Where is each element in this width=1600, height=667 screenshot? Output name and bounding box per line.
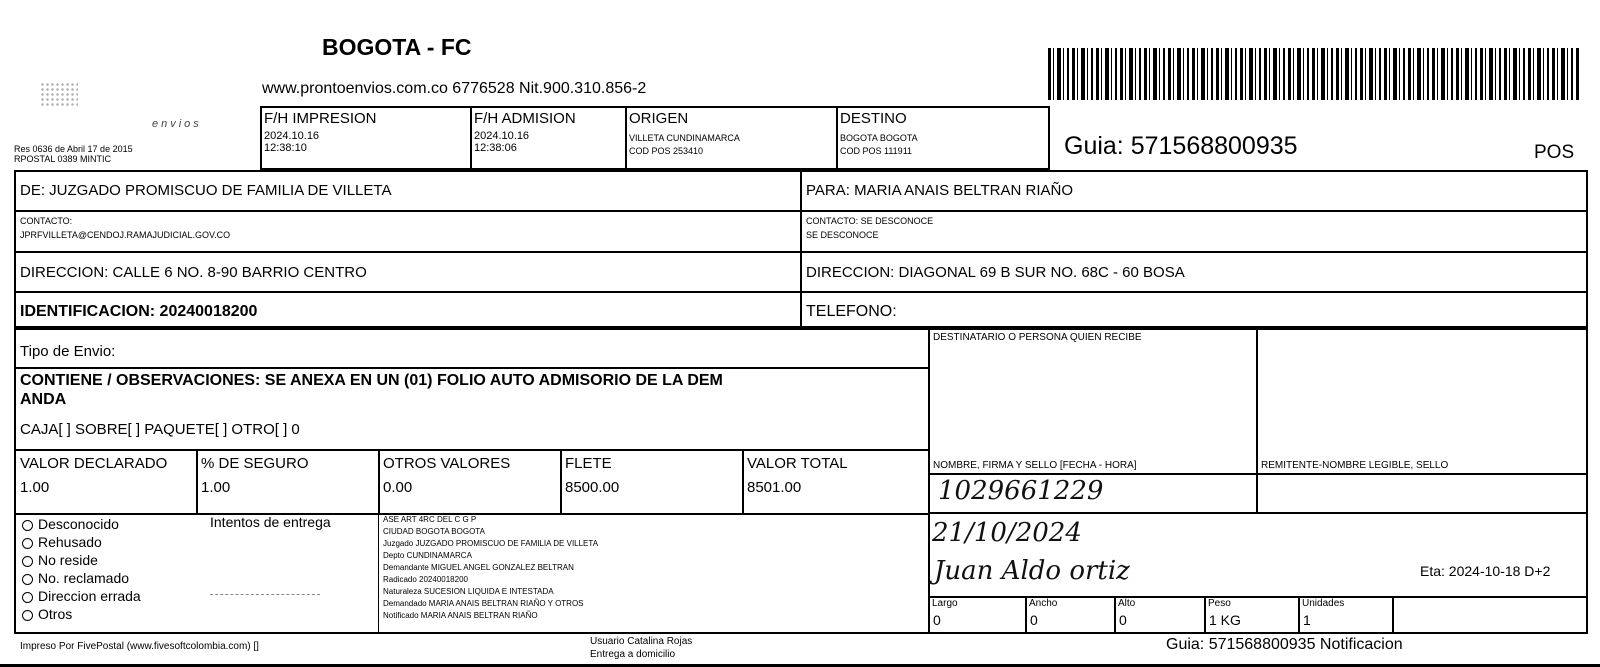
note-line: ASE ART 4RC DEL C G P bbox=[383, 515, 477, 524]
peso-label: Peso bbox=[1208, 598, 1231, 609]
admision-time: 12:38:06 bbox=[474, 142, 517, 154]
valor-total-value: 8501.00 bbox=[747, 479, 802, 496]
largo-label: Largo bbox=[932, 598, 958, 609]
note-line: CIUDAD BOGOTA BOGOTA bbox=[383, 527, 485, 536]
unidades-value: 1 bbox=[1303, 612, 1311, 628]
peso-value: 1 KG bbox=[1209, 612, 1241, 628]
intentos-line bbox=[210, 594, 320, 595]
destino-line-1: BOGOTA BOGOTA bbox=[840, 133, 918, 143]
nombre-firma-label: NOMBRE, FIRMA Y SELLO [FECHA - HORA] bbox=[933, 460, 1137, 471]
eta-label: Eta: 2024-10-18 D+2 bbox=[1420, 563, 1551, 579]
impresion-label: F/H IMPRESION bbox=[264, 110, 377, 127]
note-line: Demandado MARIA ANAIS BELTRAN RIAÑO Y OTROS bbox=[383, 599, 584, 608]
alto-label: Alto bbox=[1118, 598, 1136, 609]
note-line: Demandante MIGUEL ANGEL GONZALEZ BELTRAN bbox=[383, 563, 574, 572]
sender-de: DE: JUZGADO PROMISCUO DE FAMILIA DE VILLETA bbox=[20, 182, 392, 199]
admision-date: 2024.10.16 bbox=[474, 130, 530, 142]
website-line: www.prontoenvios.com.co 6776528 Nit.900.310.856-2 bbox=[262, 80, 647, 97]
ancho-value: 0 bbox=[1030, 612, 1038, 628]
reason-item: No reside bbox=[22, 553, 98, 568]
note-line: Naturaleza SUCESION LIQUIDA E INTESTADA bbox=[383, 587, 554, 596]
recipient-telefono: TELEFONO: bbox=[806, 303, 897, 320]
seguro-label: % DE SEGURO bbox=[201, 455, 309, 472]
sender-identificacion: IDENTIFICACION: 20240018200 bbox=[20, 303, 258, 320]
sender-direccion: DIRECCION: CALLE 6 NO. 8-90 BARRIO CENTRO bbox=[20, 264, 367, 281]
radio-icon[interactable] bbox=[22, 592, 33, 603]
radio-icon[interactable] bbox=[22, 556, 33, 567]
contenido-line-1: CONTIENE / OBSERVACIONES: SE ANEXA EN UN (01) FOLIO AUTO ADMISORIO DE LA DEM bbox=[20, 372, 723, 389]
barcode bbox=[1048, 48, 1580, 100]
radio-icon[interactable] bbox=[22, 574, 33, 585]
res-line-2: RPOSTAL 0389 MINTIC bbox=[14, 154, 112, 164]
reason-item: Rehusado bbox=[22, 535, 102, 550]
handwritten-name: Juan Aldo ortiz bbox=[934, 556, 1130, 586]
footer-guia: Guia: 571568800935 Notificacion bbox=[1166, 636, 1403, 653]
flete-label: FLETE bbox=[565, 455, 612, 472]
radio-icon[interactable] bbox=[22, 610, 33, 621]
sender-contact-value: JPRFVILLETA@CENDOJ.RAMAJUDICIAL.GOV.CO bbox=[20, 230, 231, 240]
recipient-direccion: DIRECCION: DIAGONAL 69 B SUR NO. 68C - 60 BOSA bbox=[806, 264, 1185, 281]
largo-value: 0 bbox=[933, 612, 941, 628]
note-line: Radicado 20240018200 bbox=[383, 575, 468, 584]
note-line: Notificado MARIA ANAIS BELTRAN RIAÑO bbox=[383, 611, 538, 620]
service-code: POS bbox=[1534, 142, 1575, 163]
res-line-1: Res 0636 de Abril 17 de 2015 bbox=[14, 144, 133, 154]
flete-value: 8500.00 bbox=[565, 479, 620, 496]
destino-line-2: COD POS 111911 bbox=[840, 146, 913, 156]
reason-item: Otros bbox=[22, 607, 72, 622]
office-title: BOGOTA - FC bbox=[322, 34, 472, 60]
entrega-line: Entrega a domicilio bbox=[590, 649, 676, 660]
recipient-contact-line-2: SE DESCONOCE bbox=[806, 230, 879, 240]
otros-valores-label: OTROS VALORES bbox=[383, 455, 511, 472]
admision-label: F/H ADMISION bbox=[474, 110, 576, 127]
alto-value: 0 bbox=[1119, 612, 1127, 628]
reason-item: No. reclamado bbox=[22, 571, 129, 586]
brand-text: envios bbox=[152, 118, 202, 130]
impresion-time: 12:38:10 bbox=[264, 142, 307, 154]
recipient-contact-line-1: CONTACTO: SE DESCONOCE bbox=[806, 216, 934, 226]
printed-by: Impreso Por FivePostal (www.fivesoftcolombia.com) [] bbox=[20, 641, 259, 652]
intentos-label: Intentos de entrega bbox=[210, 514, 331, 530]
contenido-line-2: ANDA bbox=[20, 391, 67, 408]
radio-icon[interactable] bbox=[22, 538, 33, 549]
note-line: Juzgado JUZGADO PROMISCUO DE FAMILIA DE VILLETA bbox=[383, 539, 599, 548]
destino-label: DESTINO bbox=[840, 110, 907, 127]
origen-line-2: COD POS 253410 bbox=[629, 146, 704, 156]
tipo-envio: Tipo de Envio: bbox=[20, 343, 116, 360]
recipient-para: PARA: MARIA ANAIS BELTRAN RIAÑO bbox=[806, 182, 1074, 199]
origen-line-1: VILLETA CUNDINAMARCA bbox=[629, 133, 740, 143]
valor-declarado-value: 1.00 bbox=[20, 479, 50, 496]
caja-line: CAJA[ ] SOBRE[ ] PAQUETE[ ] OTRO[ ] 0 bbox=[20, 421, 300, 438]
company-logo bbox=[40, 82, 78, 108]
ancho-label: Ancho bbox=[1029, 598, 1058, 609]
remitente-label: REMITENTE-NOMBRE LEGIBLE, SELLO bbox=[1261, 460, 1449, 471]
origen-label: ORIGEN bbox=[629, 110, 689, 127]
seguro-value: 1.00 bbox=[201, 479, 231, 496]
handwritten-date: 21/10/2024 bbox=[932, 518, 1082, 548]
reason-item: Desconocido bbox=[22, 517, 119, 532]
otros-valores-value: 0.00 bbox=[383, 479, 413, 496]
sender-contact-label: CONTACTO: bbox=[20, 216, 73, 226]
valor-total-label: VALOR TOTAL bbox=[747, 455, 848, 472]
impresion-date: 2024.10.16 bbox=[264, 130, 320, 142]
guia-number: Guia: 571568800935 bbox=[1064, 132, 1298, 160]
usuario-line: Usuario Catalina Rojas bbox=[590, 636, 693, 647]
handwritten-id: 1029661229 bbox=[938, 476, 1104, 506]
destinatario-label: DESTINATARIO O PERSONA QUIEN RECIBE bbox=[933, 332, 1142, 343]
radio-icon[interactable] bbox=[22, 520, 33, 531]
valor-declarado-label: VALOR DECLARADO bbox=[20, 455, 168, 472]
reason-item: Direccion errada bbox=[22, 589, 141, 604]
unidades-label: Unidades bbox=[1302, 598, 1345, 609]
note-line: Depto CUNDINAMARCA bbox=[383, 551, 472, 560]
